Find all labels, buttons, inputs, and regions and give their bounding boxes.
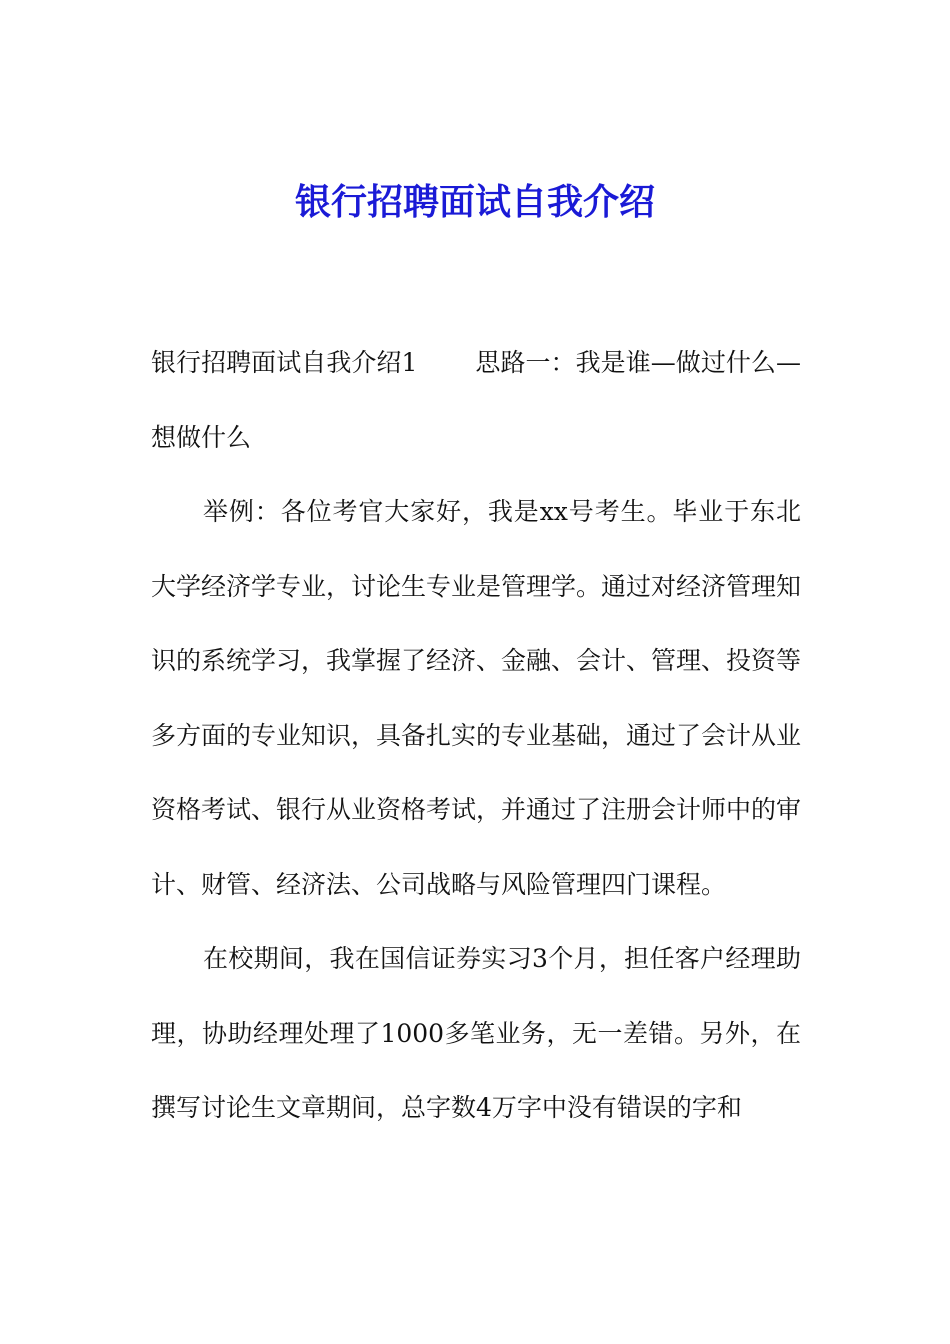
idea-line: 思路一：我是谁—做过什么—想做什么	[151, 348, 801, 452]
document-title: 银行招聘面试自我介绍	[294, 181, 655, 223]
section-heading: 银行招聘面试自我介绍1	[151, 348, 418, 377]
document-body	[151, 326, 801, 1146]
intro-line	[151, 326, 801, 475]
paragraph-school: 在校期间，我在国信证券实习3个月，担任客户经理助理，协助经理处理了1000多笔业务，无一差错。另外，在撰写讨论生文章期间，总字数4万字中没有错误的字和	[151, 944, 801, 1122]
paragraph-example: 举例：各位考官大家好，我是xx号考生。毕业于东北大学经济学专业，讨论生专业是管理学。通过对经济管理知识的系统学习，我掌握了经济、金融、会计、管理、投资等多方面的专业知识，具备扎实的专业基础，通过了会计从业资格考试、银行从业资格考试，并通过了注册会计师中的审计、财管、经济法、公司战略与风险管理四门课程。	[151, 497, 802, 899]
